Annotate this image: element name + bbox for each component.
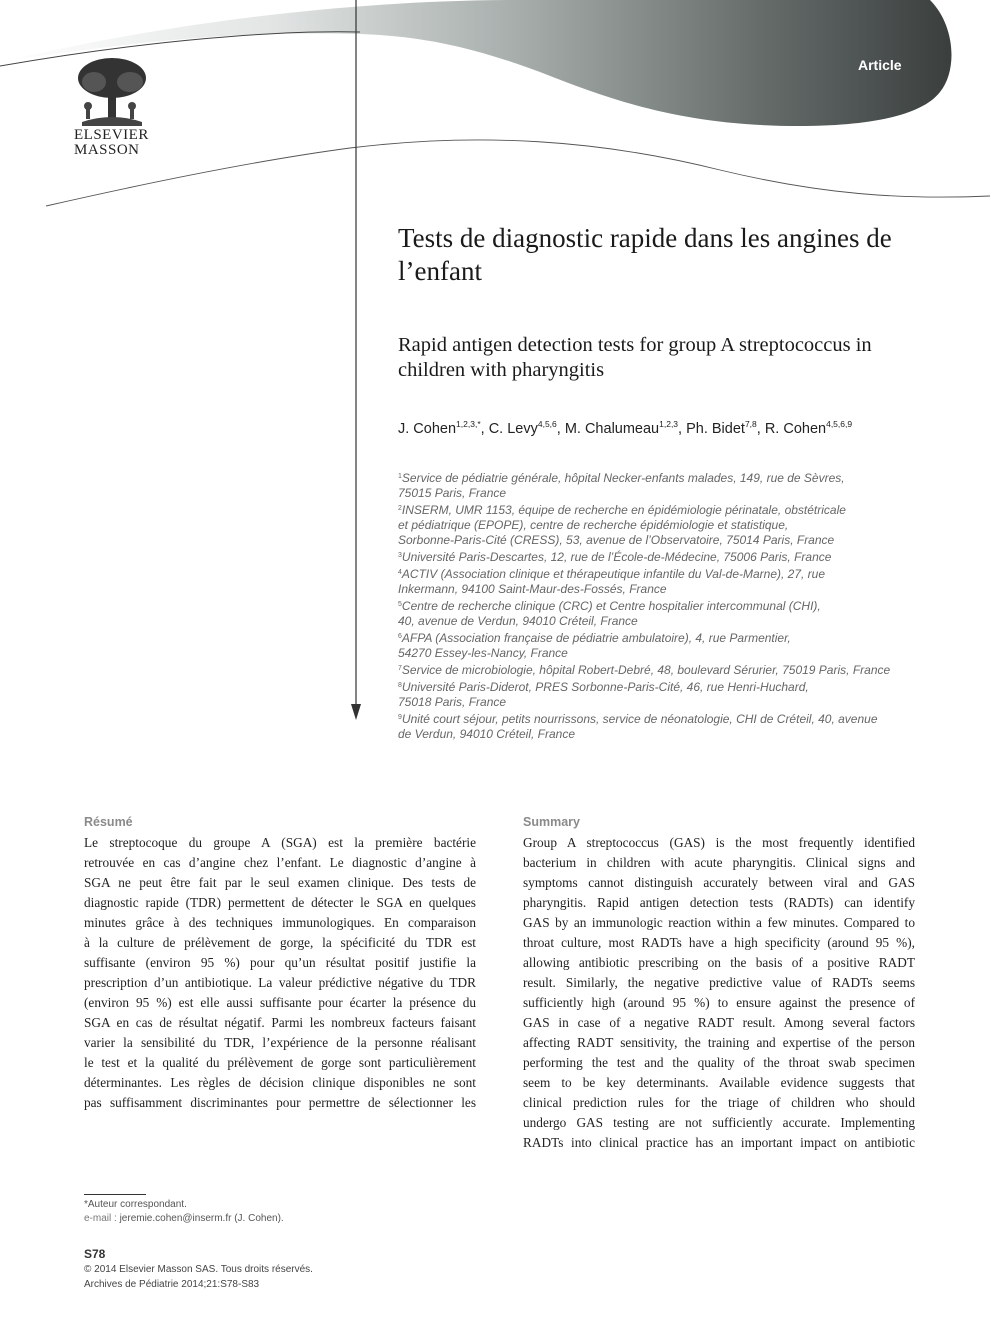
resume-line: déterminantes. Les règles de décision clinique disponibles ne sont [84,1075,476,1090]
article-title: Tests de diagnostic rapide dans les angines de l’enfant [398,223,892,286]
resume-heading: Résumé [84,815,133,829]
resume-line: Le streptocoque du groupe A (SGA) est la première bactérie [84,835,476,850]
elsevier-tree-logo [72,56,152,128]
footnote-divider [84,1194,146,1195]
affiliation-number: 8 [398,682,402,689]
summary-line: throat culture, most RADTs have a high specificity (around 95 %), [523,935,915,950]
summary-line: result. Similarly, the negative predictive value of RADTs seems [523,975,915,990]
author-name: J. Cohen [398,421,457,437]
affiliation-number: 4 [398,569,402,576]
summary-heading: Summary [523,815,580,829]
affiliation-text: 75018 Paris, France [398,695,507,709]
resume-line: diagnostic rapide (TDR) permettent de détecter le SGA en quelques [84,895,476,910]
article-subtitle: Rapid antigen detection tests for group A streptococcus in children with pharyngitis [398,334,872,381]
affiliation-line [398,582,928,597]
affiliation-text: Sorbonne-Paris-Cité (CRESS), 53, avenue de l’Observatoire, 75014 Paris, France [398,533,835,547]
summary-line: allowing antibiotic prescribing on the basis of a positive RADT [523,955,915,970]
corresponding-author-note: *Auteur correspondant. [84,1199,187,1210]
author-list: J. Cohen$^{1,2,3,*}$, C. Levy$^{4,5,6}$, M. Chalumeau$^{1,2,3}$, Ph. Bidet$^{7,8}$, R. Cohen$^{4,5,6,9}$ [398,419,853,437]
affiliation-text: et pédiatrique (EPOPE), centre de recherche épidémiologie et statistique, [398,518,789,532]
author-name: Ph. Bidet [686,421,745,437]
author-name: M. Chalumeau [564,421,660,437]
affiliation-number: 3 [398,552,402,559]
summary-line: sufficiently high (around 95 %) to ensure against the presence of [523,995,915,1010]
copyright-line: © 2014 Elsevier Masson SAS. Tous droits réservés. [84,1264,313,1275]
affiliation-list [398,469,928,742]
affiliation-text: ACTIV (Association clinique et thérapeutique infantile du Val-de-Marne), 27, rue [401,567,826,581]
resume-line: (environ 95 %) est elle aussi suffisante pour écarter la présence du [84,995,476,1010]
affiliation-number: 9 [398,714,402,721]
affiliation-line [398,533,928,548]
resume-line: varier la sensibilité du TDR, l’expérience de la personne réalisant [84,1035,476,1050]
resume-line: le test et la qualité du prélèvement de gorge sont particulièrement [84,1055,476,1070]
publisher-name-line2: MASSON [74,142,140,158]
affiliation-text: AFPA (Association française de pédiatrie ambulatoire), 4, rue Parmentier, [401,631,791,645]
affiliation-text: 75015 Paris, France [398,486,507,500]
affiliation-text: Inkermann, 94100 Saint-Maur-des-Fossés, France [398,582,667,596]
summary-line: GAS by an immunologic reaction within a few minutes. Compared to [523,915,915,930]
author-affiliation-marks: 4,5,6 [537,419,557,429]
summary-line: clinical prediction rules for the triage of children who should [523,1095,915,1110]
author-name: C. Levy [488,421,538,437]
resume-line: retrouvée en cas d’angine chez l’enfant. Le diagnostic d’angine à [84,855,476,870]
affiliation-text: Université Paris-Descartes, 12, rue de l’École-de-Médecine, 75006 Paris, France [401,550,832,564]
affiliation-line [398,469,928,486]
summary-line: symptoms cannot distinguish accurately between viral and GAS [523,875,915,890]
author-name: R. Cohen [764,421,827,437]
summary-line: undergo GAS testing are not sufficiently accurate. Implementing [523,1115,915,1130]
resume-body [84,833,476,1113]
affiliation-line [398,727,928,742]
resume-line: SGA ne peut être fait par le seul examen clinique. Des tests de [84,875,476,890]
summary-body [523,833,915,1153]
affiliation-line [398,710,928,727]
summary-line: pharyngitis. Rapid antigen detection tests (RADTs) can identify [523,895,915,910]
summary-line: seem to be key determinants. Available evidence suggests that [523,1075,915,1090]
page-number: S78 [84,1247,106,1261]
affiliation-text: 54270 Essey-les-Nancy, France [398,646,568,660]
affiliation-number: 1 [398,473,402,480]
affiliation-text: INSERM, UMR 1153, équipe de recherche en épidémiologie périnatale, obstétricale [401,503,846,517]
resume-line: pas suffisamment discriminantes pour permettre de sélectionner les [84,1095,476,1110]
summary-line: affecting RADT sensitivity, the training and expertise of the person [523,1035,915,1050]
email-link[interactable]: jeremie.cohen@inserm.fr (J. Cohen). [119,1213,284,1224]
resume-line: à la culture de prélèvement de gorge, la spécificité du TDR est [84,935,476,950]
affiliation-line [398,518,928,533]
summary-line: RADTs into clinical practice has an important impact on antibiotic [523,1135,915,1150]
email-label: e-mail : [84,1213,117,1224]
author-affiliation-marks: 1,2,3,* [456,419,481,429]
author-affiliation-marks: 1,2,3 [659,419,679,429]
affiliation-line [398,695,928,710]
affiliation-text: 40, avenue de Verdun, 94010 Créteil, France [398,614,638,628]
summary-line: Group A streptococcus (GAS) is the most frequently identified [523,835,915,850]
affiliation-line [398,614,928,629]
journal-citation: Archives de Pédiatrie 2014;21:S78-S83 [84,1279,260,1290]
vertical-arrow-line [348,0,364,722]
affiliation-number: 5 [398,601,402,608]
resume-line: suffisante (environ 95 %) pour qu’un résultat positif justifie la [84,955,476,970]
affiliation-line [398,661,928,678]
affiliation-line [398,597,928,614]
affiliation-text: Service de microbiologie, hôpital Robert-Debré, 48, boulevard Sérurier, 75019 Paris, France [401,663,891,677]
resume-line: SGA en cas de résultat négatif. Parmi les nombreux facteurs faisant [84,1015,476,1030]
affiliation-number: 6 [398,633,402,640]
affiliation-text: Unité court séjour, petits nourrissons, service de néonatologie, CHI de Créteil, 40, avenue [401,712,878,726]
affiliation-line [398,629,928,646]
resume-line: prescription d’un antibiotique. La valeur prédictive négative du TDR [84,975,476,990]
affiliation-text: Université Paris-Diderot, PRES Sorbonne-Paris-Cité, 46, rue Henri-Huchard, [401,680,809,694]
affiliation-text: Centre de recherche clinique (CRC) et Centre hospitalier intercommunal (CHI), [401,599,821,613]
summary-line: performing the test and the quality of the throat swab specimen [523,1055,915,1070]
affiliation-line [398,501,928,518]
resume-line: minutes grâce à des techniques immunologiques. En comparaison [84,915,476,930]
affiliation-line [398,678,928,695]
affiliation-text: Service de pédiatrie générale, hôpital Necker-enfants malades, 149, rue de Sèvres, [401,471,845,485]
affiliation-line [398,548,928,565]
article-type-label: Article [858,57,902,73]
affiliation-line [398,486,928,501]
affiliation-line [398,565,928,582]
author-affiliation-marks: 4,5,6,9 [826,419,853,429]
publisher-name-line1: ELSEVIER [74,127,149,143]
affiliation-number: 2 [398,505,402,512]
author-affiliation-marks: 7,8 [744,419,757,429]
email-note [84,1213,284,1224]
affiliation-number: 7 [398,665,402,672]
affiliation-text: de Verdun, 94010 Créteil, France [398,727,575,741]
affiliation-line [398,646,928,661]
summary-line: GAS in case of a negative RADT result. Among several factors [523,1015,915,1030]
summary-line: bacterium in children with acute pharyngitis. Clinical signs and [523,855,915,870]
